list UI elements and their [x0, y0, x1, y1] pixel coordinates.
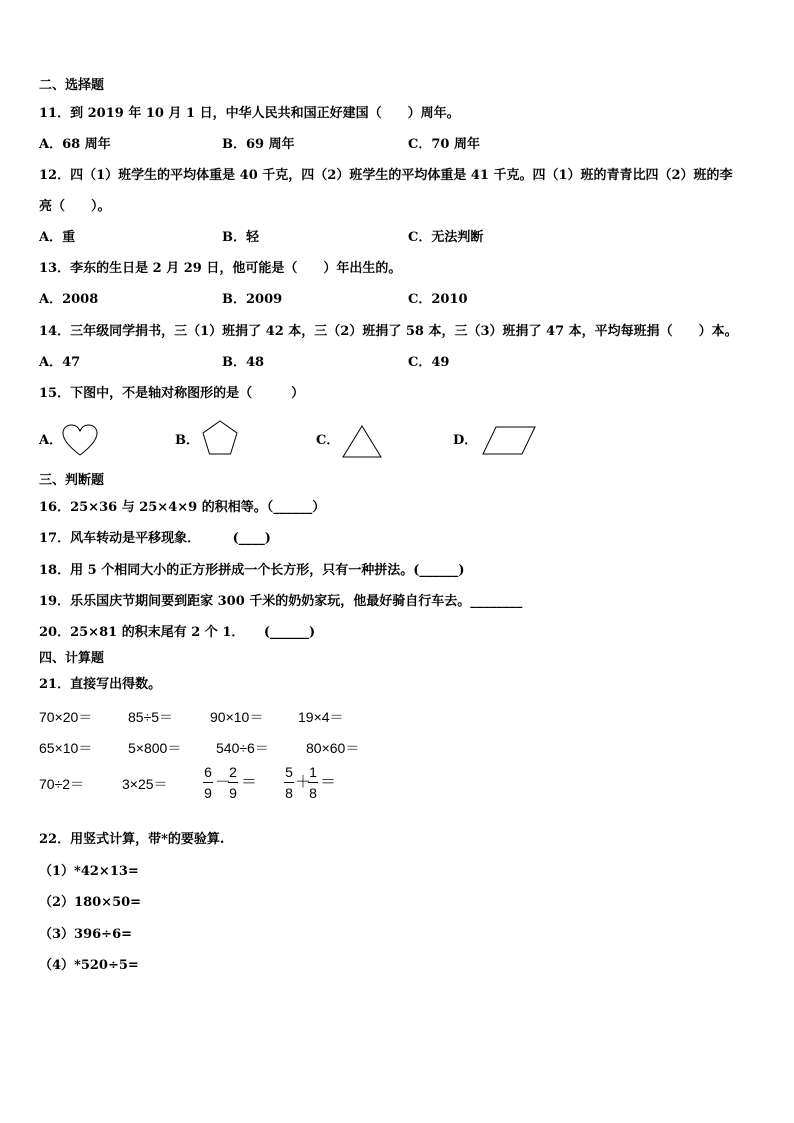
fraction-five-eighths: [284, 764, 294, 801]
calc-item: 80×60＝: [306, 740, 360, 756]
section-calc-heading: 四、计算题: [39, 651, 105, 666]
question-18: 18．用 5 个相同大小的正方形拼成一个长方形，只有一种拼法。(______): [39, 563, 465, 578]
q15-option-d: D．: [453, 433, 478, 448]
question-14: 14．三年级同学捐书，三（1）班捐了 42 本，三（2）班捐了 58 本，三（3）班捐了 47 本，平均每班捐（ ）本。: [39, 324, 738, 339]
equals-sign: ＝: [320, 774, 337, 791]
denominator: 8: [309, 785, 317, 801]
calc-item: 70÷2＝: [39, 776, 85, 792]
question-16: 16．25×36 与 25×4×9 的积相等。（______）: [39, 500, 326, 515]
q14-option-c: C．49: [408, 355, 450, 370]
calc-item: 19×4＝: [298, 709, 344, 725]
question-13: 13．李东的生日是 2 月 29 日，他可能是（ ）年出生的。: [39, 261, 402, 276]
question-12-line1: 12．四（1）班学生的平均体重是 40 千克，四（2）班学生的平均体重是 41 千克。四（1）班的青青比四（2）班的李: [39, 168, 733, 183]
numerator: 6: [204, 764, 212, 780]
q12-option-b: B．轻: [222, 230, 259, 245]
denominator: 8: [285, 785, 293, 801]
q22-item: （2）180×50=: [39, 895, 142, 910]
q11-option-c: C．70 周年: [408, 137, 480, 152]
q22-item: （3）396÷6=: [39, 927, 133, 942]
q22-item: （4）*520÷5=: [39, 958, 139, 973]
fraction-one-eighth: [308, 764, 318, 801]
question-11: 11．到 2019 年 10 月 1 日，中华人民共和国正好建国（ ）周年。: [39, 106, 460, 121]
calc-item: 3×25＝: [122, 776, 168, 792]
question-20: 20．25×81 的积末尾有 2 个 1． (______): [39, 625, 316, 640]
question-21: 21．直接写出得数。: [39, 677, 162, 692]
denominator: 9: [229, 785, 237, 801]
calc-item: 70×20＝: [39, 709, 93, 725]
q22-item: （1）*42×13=: [39, 864, 139, 879]
fraction-two-ninths: [228, 764, 238, 801]
q12-option-c: C．无法判断: [408, 230, 484, 245]
q14-option-a: A．47: [39, 355, 81, 370]
equals-sign: ＝: [241, 774, 258, 791]
question-17: 17．风车转动是平移现象． (____): [39, 531, 271, 546]
q13-option-a: A．2008: [39, 292, 99, 307]
calc-item: 65×10＝: [39, 740, 93, 756]
triangle-icon: [342, 425, 382, 458]
heart-icon: [62, 424, 98, 457]
q12-option-a: A．重: [39, 230, 76, 245]
pentagon-icon: [202, 420, 238, 456]
q14-option-b: B．48: [222, 355, 265, 370]
calc-item: 85÷5＝: [128, 709, 174, 725]
parallelogram-icon: [482, 426, 536, 455]
question-12-line2: 亮（ ）。: [39, 199, 111, 214]
numerator: 1: [309, 764, 317, 780]
calc-item: 90×10＝: [210, 709, 264, 725]
calc-item: 540÷6＝: [216, 740, 269, 756]
calc-item: 5×800＝: [128, 740, 182, 756]
numerator: 2: [229, 764, 237, 780]
q11-option-b: B．69 周年: [222, 137, 295, 152]
minus-sign: －: [215, 774, 232, 791]
question-15: 15．下图中，不是轴对称图形的是（ ）: [39, 386, 305, 401]
question-19: 19．乐乐国庆节期间要到距家 300 千米的奶奶家玩，他最好骑自行车去。________: [39, 594, 523, 609]
q13-option-b: B．2009: [222, 292, 283, 307]
question-22: 22．用竖式计算，带*的要验算.: [39, 832, 225, 847]
plus-sign: ＋: [295, 774, 312, 791]
q15-option-a: A．: [39, 433, 63, 448]
q15-option-c: C．: [316, 433, 340, 448]
fraction-six-ninths: [203, 764, 213, 801]
q15-option-b: B．: [175, 433, 199, 448]
q13-option-c: C．2010: [408, 292, 468, 307]
q11-option-a: A．68 周年: [39, 137, 111, 152]
numerator: 5: [285, 764, 293, 780]
denominator: 9: [204, 785, 212, 801]
section-judge-heading: 三、判断题: [39, 473, 105, 488]
section-choice-heading: 二、选择题: [39, 78, 105, 93]
